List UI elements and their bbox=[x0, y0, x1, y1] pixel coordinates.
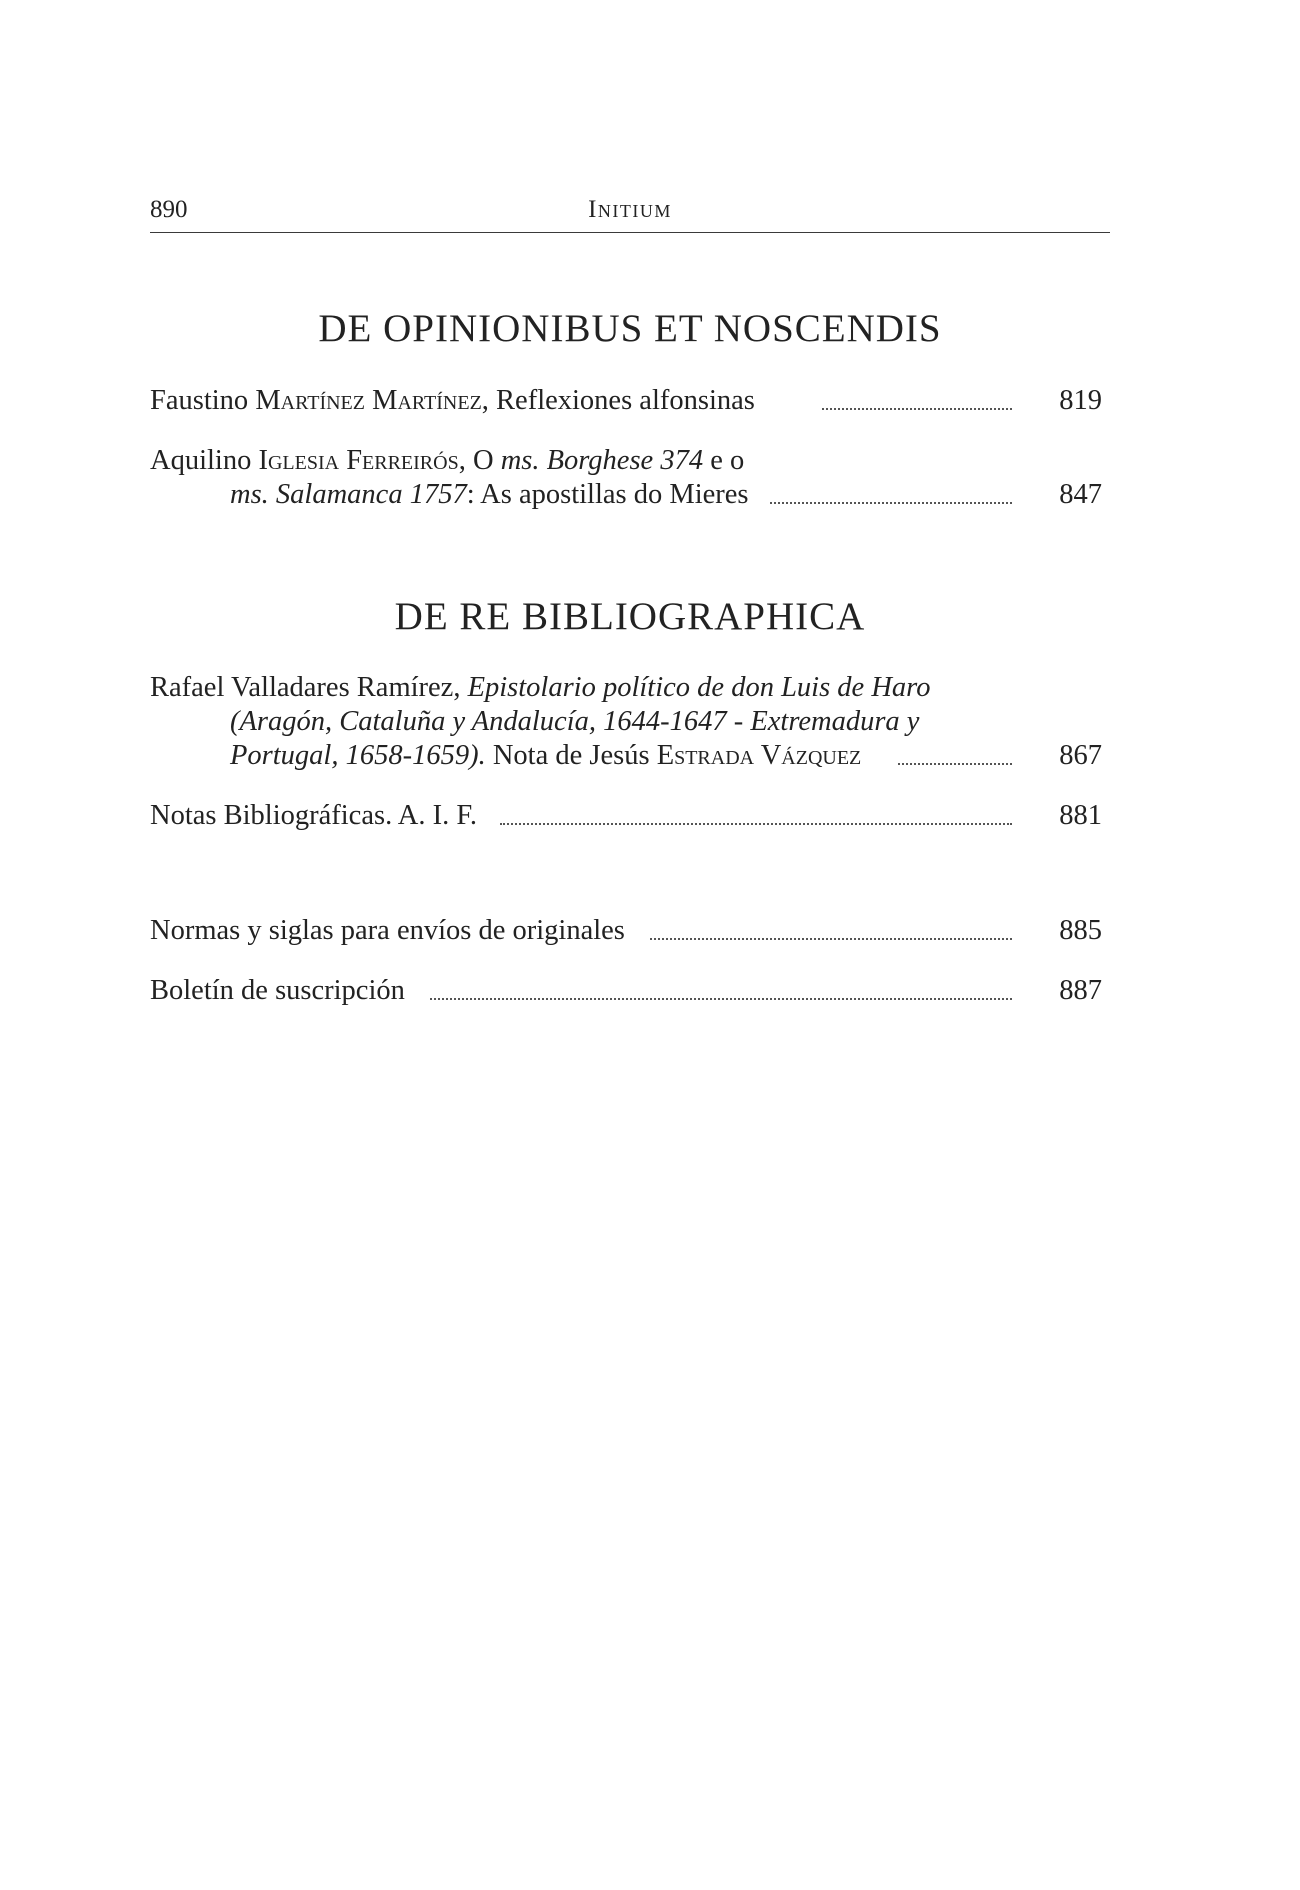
running-head bbox=[150, 192, 1110, 233]
dot-leader bbox=[500, 823, 1012, 825]
toc-entry-line bbox=[150, 914, 1110, 948]
toc-entry bbox=[150, 384, 1110, 418]
page-number: 847 bbox=[1059, 479, 1102, 510]
dot-leader bbox=[430, 998, 1012, 1000]
toc-entry-line bbox=[150, 384, 1110, 418]
toc-entry-line bbox=[150, 705, 1110, 739]
note-prefix: Nota de Jesús bbox=[492, 740, 650, 771]
toc-entry bbox=[150, 914, 1110, 948]
page-number: 885 bbox=[1059, 915, 1102, 946]
toc-entry bbox=[150, 444, 1110, 512]
dot-leader bbox=[770, 502, 1012, 504]
entry-author: Rafael Valladares Ramírez, bbox=[150, 672, 461, 703]
note-author: Estrada Vázquez bbox=[656, 740, 862, 771]
author-surname: Iglesia Ferreirós bbox=[258, 445, 459, 476]
author-first-name: Faustino bbox=[150, 385, 249, 416]
dot-leader bbox=[822, 408, 1012, 410]
folio-number: 890 bbox=[150, 196, 188, 223]
toc-entry-line bbox=[150, 671, 1110, 705]
entry-title-part: O bbox=[472, 445, 494, 476]
page-number: 881 bbox=[1059, 800, 1102, 831]
entry-title: Notas Bibliográficas. A. I. F. bbox=[150, 800, 478, 831]
toc-entry-line bbox=[150, 739, 1110, 773]
toc-entry bbox=[150, 799, 1110, 833]
entry-title-italic: Portugal, 1658-1659). bbox=[230, 740, 486, 771]
page-number: 867 bbox=[1059, 740, 1102, 771]
separator: , bbox=[481, 385, 489, 416]
author-surname: Martínez Martínez bbox=[255, 385, 482, 416]
toc-entry-line bbox=[150, 444, 1110, 478]
entry-title-italic: Epistolario político de don Luis de Haro bbox=[467, 672, 931, 703]
page-number: 887 bbox=[1059, 975, 1102, 1006]
toc-entry bbox=[150, 671, 1110, 773]
journal-title: Initium bbox=[588, 196, 672, 223]
dot-leader bbox=[898, 763, 1012, 765]
toc-entry bbox=[150, 974, 1110, 1008]
toc-entry-line bbox=[150, 974, 1110, 1008]
entry-title-part: e o bbox=[710, 445, 745, 476]
entry-title: Reflexiones alfonsinas bbox=[496, 385, 755, 416]
page-number: 819 bbox=[1059, 385, 1102, 416]
entry-title-italic: (Aragón, Cataluña y Andalucía, 1644-1647 - Extremadura y bbox=[230, 706, 920, 737]
author-first-name: Aquilino bbox=[150, 445, 252, 476]
section-heading-opinionibus: DE OPINIONIBUS ET NOSCENDIS bbox=[318, 307, 942, 350]
dot-leader bbox=[650, 938, 1012, 940]
entry-title-part: : As apostillas do Mieres bbox=[466, 479, 749, 510]
section-heading-bibliographica: DE RE BIBLIOGRAPHICA bbox=[394, 595, 866, 638]
toc-entry-line bbox=[150, 799, 1110, 833]
toc-entry-line bbox=[150, 478, 1110, 512]
entry-title-italic: ms. Borghese 374 bbox=[500, 445, 704, 476]
entry-title: Boletín de suscripción bbox=[150, 975, 405, 1006]
entry-title: Normas y siglas para envíos de originales bbox=[150, 915, 625, 946]
entry-title-italic: ms. Salamanca 1757 bbox=[230, 479, 467, 510]
separator: , bbox=[458, 445, 466, 476]
